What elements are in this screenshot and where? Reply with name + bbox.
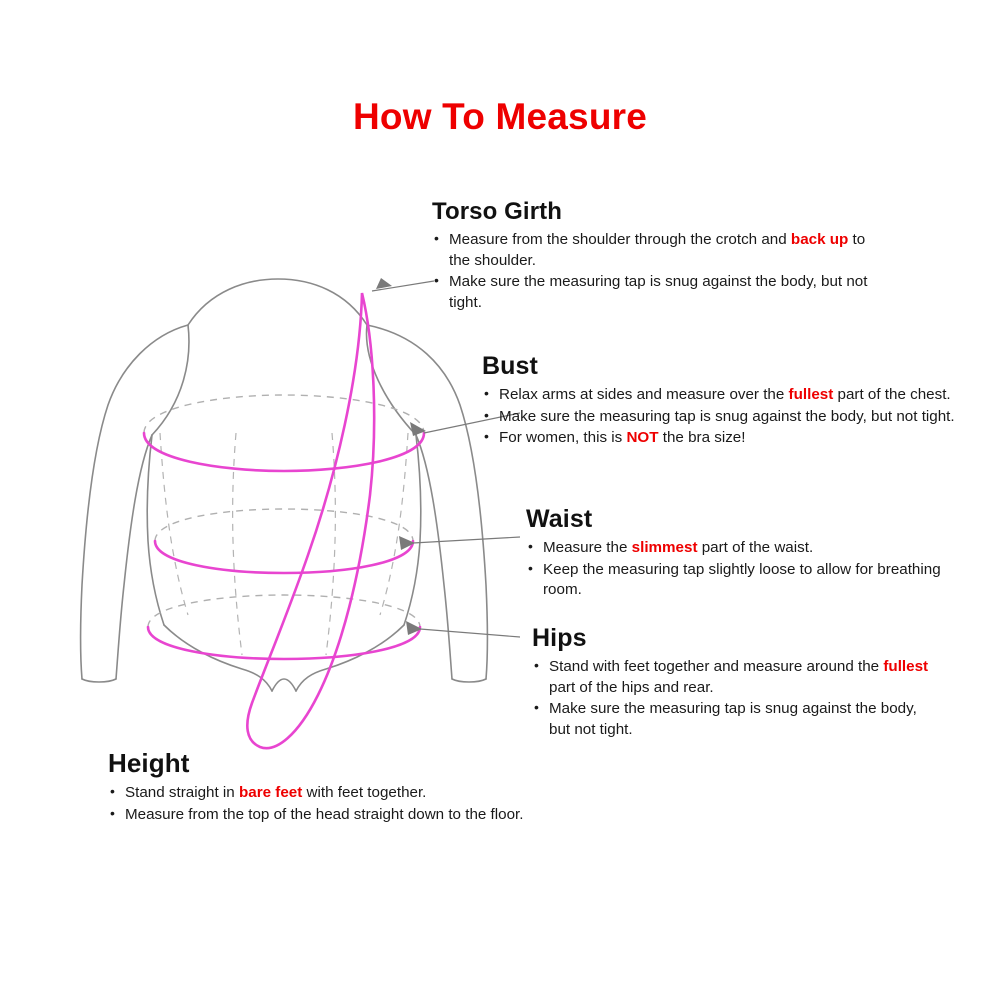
section-heading-bust: Bust [482, 352, 538, 380]
arrow-torso [376, 278, 392, 289]
hips-tape-loop [148, 627, 420, 659]
page-title: How To Measure [352, 96, 648, 137]
list-item: • Make sure the measuring tap is snug against the body, but not tight. [482, 407, 982, 428]
waist-tape-back [155, 509, 413, 541]
section-height [108, 748, 668, 826]
section-bullets-height [108, 783, 668, 825]
section-bust [482, 352, 982, 450]
section-heading-waist: Waist [526, 505, 593, 533]
left-shoulder-seam [152, 325, 189, 435]
list-item: • Make sure the measuring tap is snug against the body, but not tight. [432, 272, 882, 313]
list-item: • Measure the slimmest part of the waist. [526, 538, 946, 559]
bust-tape-back [144, 395, 424, 433]
section-heading-torso-girth: Torso Girth [432, 198, 562, 225]
leader-waist [413, 537, 520, 543]
neckline [188, 279, 367, 325]
list-item: • Stand with feet together and measure around the fullest part of the hips and rear. [532, 657, 942, 698]
section-bullets-hips [532, 657, 942, 741]
list-item: • Measure from the top of the head straight down to the floor. [108, 805, 668, 826]
list-item: • For women, this is NOT the bra size! [482, 428, 982, 449]
body-figure [60, 255, 520, 775]
section-hips [532, 624, 942, 742]
list-item: • Relax arms at sides and measure over the fullest part of the chest. [482, 385, 982, 406]
bust-tape-loop [144, 433, 424, 471]
left-sleeve-inner [116, 435, 152, 679]
section-bullets-bust [482, 385, 982, 449]
section-heading-hips: Hips [532, 624, 587, 652]
right-cuff [452, 679, 486, 682]
list-item: • Make sure the measuring tap is snug against the body, but not tight. [532, 699, 942, 740]
section-torso-girth [432, 198, 882, 315]
list-item: • Measure from the shoulder through the crotch and back up to the shoulder. [432, 230, 882, 271]
section-waist [526, 505, 946, 602]
section-heading-height: Height [108, 748, 190, 778]
left-cuff [82, 679, 116, 682]
right-sleeve-outer [367, 325, 488, 679]
right-sleeve-inner [416, 435, 452, 679]
waist-tape-loop [155, 541, 413, 573]
leader-hips [420, 629, 520, 637]
section-bullets-waist [526, 538, 946, 601]
guide-center-left [233, 433, 242, 655]
crotch [272, 679, 296, 691]
torso-girth-loop [247, 293, 374, 748]
list-item: • Keep the measuring tap slightly loose to allow for breathing room. [526, 560, 946, 601]
list-item: • Stand straight in bare feet with feet together. [108, 783, 668, 804]
section-bullets-torso-girth [432, 230, 882, 314]
